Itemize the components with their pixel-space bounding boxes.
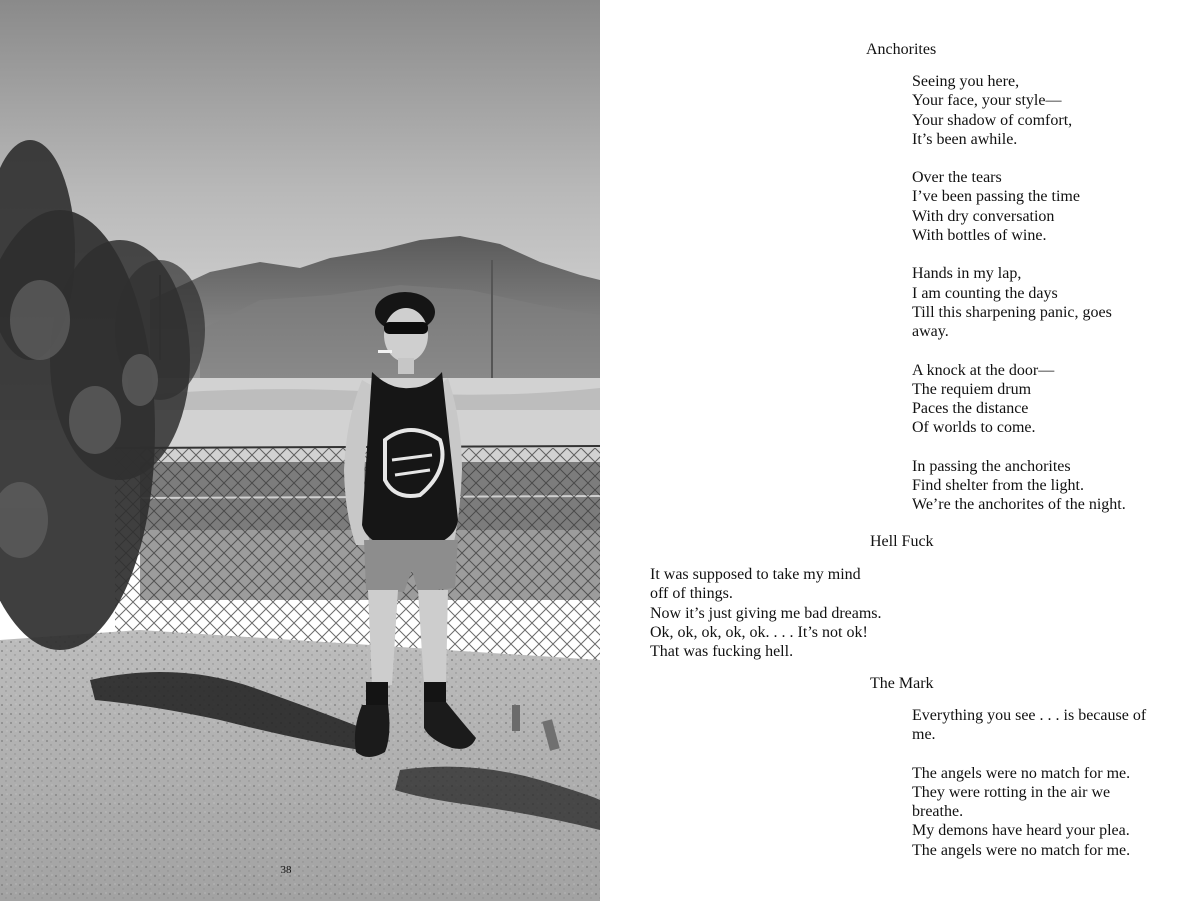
verse-line: away. [912, 323, 949, 341]
verse-line: Everything you see . . . is because of [912, 707, 1147, 724]
verse-line: It’s been awhile. [912, 130, 1018, 148]
stanza [912, 764, 1146, 860]
poem-body-hell-fuck [650, 565, 882, 661]
poem-title-anchorites: Anchorites [866, 41, 937, 58]
verse-line: The angels were no match for me. [912, 841, 1131, 859]
stanza [912, 361, 1126, 438]
verse-line: I’ve been passing the time [912, 188, 1080, 206]
verse-line: Seeing you here, [912, 73, 1020, 90]
verse-line: Till this sharpening panic, goes [912, 303, 1112, 321]
stanza [912, 457, 1126, 515]
verse-line: With dry conversation [912, 207, 1055, 225]
stanza [912, 706, 1146, 745]
poem-body-anchorites [912, 72, 1126, 515]
stanza [912, 264, 1126, 341]
verse-line: me. [912, 726, 936, 744]
verse-line: My demons have heard your plea. [912, 822, 1130, 840]
verse-line: Of worlds to come. [912, 419, 1036, 437]
text-page [600, 0, 1200, 901]
poem-title-hell-fuck: Hell Fuck [870, 533, 934, 550]
poem-body-the-mark [912, 706, 1146, 860]
verse-line: With bottles of wine. [912, 227, 1047, 245]
stanza [650, 565, 882, 661]
verse-line: Now it’s just giving me bad dreams. [650, 604, 882, 622]
verse-line: Paces the distance [912, 400, 1029, 418]
verse-line: Find shelter from the light. [912, 477, 1084, 495]
verse-line: Your face, your style— [912, 92, 1062, 110]
verse-line: Over the tears [912, 169, 1002, 187]
verse-line: It was supposed to take my mind [650, 566, 861, 583]
verse-line: That was fucking hell. [650, 643, 794, 661]
verse-line: Hands in my lap, [912, 265, 1022, 283]
stanza [912, 72, 1126, 149]
verse-line: off of things. [650, 585, 733, 603]
verse-line: We’re the anchorites of the night. [912, 496, 1126, 514]
verse-line: Your shadow of comfort, [912, 111, 1073, 129]
verse-line: Ok, ok, ok, ok, ok. . . . It’s not ok! [650, 623, 868, 641]
stanza [912, 168, 1126, 245]
verse-line: The angels were no match for me. [912, 764, 1131, 782]
verse-line: The requiem drum [912, 380, 1032, 398]
verse-line: In passing the anchorites [912, 457, 1071, 475]
page-number: 38 [280, 864, 292, 876]
poem-title-the-mark: The Mark [870, 675, 934, 692]
verse-line: breathe. [912, 803, 964, 821]
verse-line: I am counting the days [912, 284, 1058, 302]
verse-line: They were rotting in the air we [912, 783, 1111, 801]
verse-line: A knock at the door— [912, 361, 1055, 379]
